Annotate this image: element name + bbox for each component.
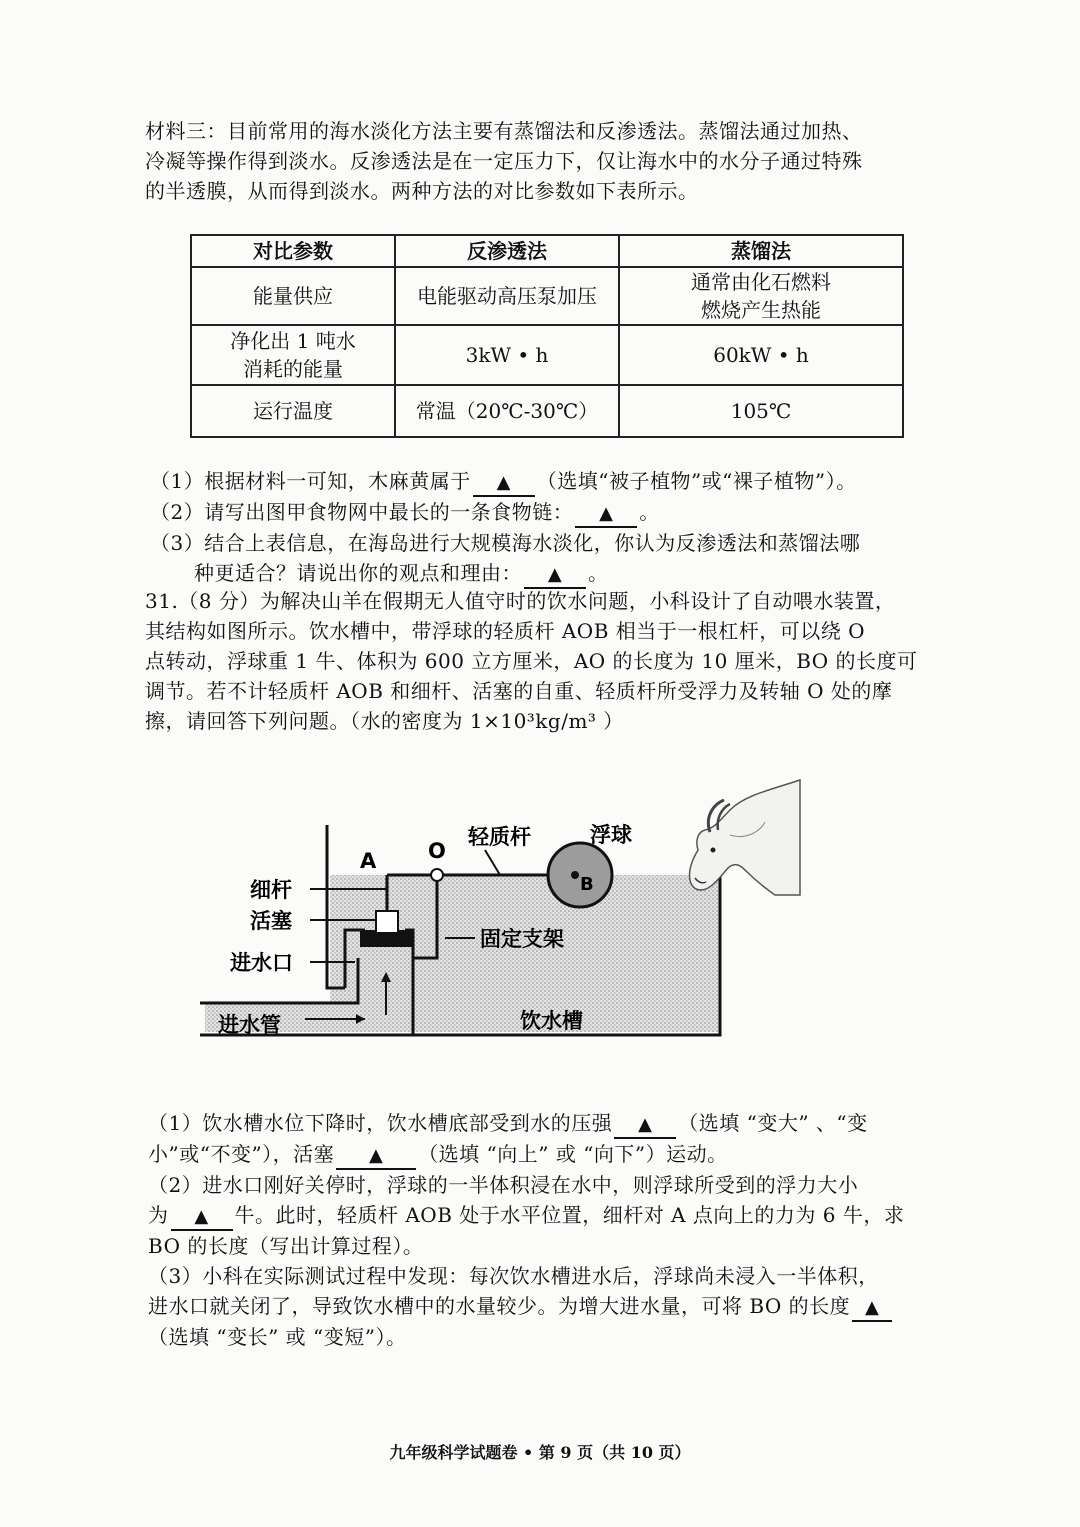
q30-part-3: （3）结合上表信息，在海岛进行大规模海水淡化，你认为反渗透法和蒸馏法哪 [150, 531, 861, 555]
header-param: 对比参数 [191, 235, 395, 267]
pivot-o [431, 869, 443, 881]
label-thin-rod: 细杆 [250, 878, 292, 902]
label-point-o: O [428, 839, 446, 863]
table-row [191, 267, 903, 325]
answer-blank[interactable]: ▲ [614, 1111, 676, 1139]
label-light-rod: 轻质杆 [468, 825, 531, 849]
table-cell: 60kW • h [619, 325, 903, 385]
q31-part-1-cont: 小”或“不变”），活塞 ▲ （选填 “向上” 或 “向下”）运动。 [148, 1139, 948, 1170]
piston-head [376, 911, 398, 933]
table-cell: 净化出 1 吨水 消耗的能量 [191, 325, 395, 385]
answer-blank[interactable]: ▲ [524, 561, 586, 589]
q31-line: 调节。若不计轻质杆 AOB 和细杆、活塞的自重、轻质杆所受浮力及转轴 O 处的摩 [145, 679, 893, 703]
table-cell: 电能驱动高压泵加压 [395, 267, 619, 325]
header-ro: 反渗透法 [395, 235, 619, 267]
label-bracket: 固定支架 [480, 927, 564, 951]
answer-blank[interactable]: ▲ [473, 469, 535, 497]
material-3-line-1: 材料三：目前常用的海水淡化方法主要有蒸馏法和反渗透法。蒸馏法通过加热、 [145, 119, 863, 143]
material-3-paragraph [145, 116, 945, 206]
table-row [191, 325, 903, 385]
answer-blank[interactable]: ▲ [852, 1294, 892, 1322]
label-inlet: 进水口 [230, 951, 293, 975]
label-point-a: A [360, 849, 377, 873]
question-30-parts [150, 466, 950, 589]
material-3-line-3: 的半透膜，从而得到淡水。两种方法的对比参数如下表所示。 [145, 179, 699, 203]
question-31-stem [145, 586, 945, 736]
label-trough: 饮水槽 [520, 1009, 583, 1033]
answer-blank[interactable]: ▲ [575, 500, 637, 528]
q31-part-3: （3）小科在实际测试过程中发现：每次饮水槽进水后，浮球尚未浸入一半体积， [148, 1264, 879, 1288]
table-cell: 通常由化石燃料 燃烧产生热能 [619, 267, 903, 325]
label-point-b: B [580, 874, 594, 895]
q31-line: 擦，请回答下列问题。（水的密度为 1×10³kg/m³ ） [145, 709, 624, 733]
q31-part-2-line3: BO 的长度（写出计算过程）。 [148, 1234, 424, 1258]
table-cell: 3kW • h [395, 325, 619, 385]
q31-line: 点转动，浮球重 1 牛、体积为 600 立方厘米，AO 的长度为 10 厘米，BO 的长度可 [145, 649, 918, 673]
leader-line [485, 850, 500, 875]
answer-blank[interactable]: ▲ [171, 1203, 233, 1231]
q30-part-1: （1）根据材料一可知，木麻黄属于 ▲ （选填“被子植物”或“裸子植物”）。 [150, 466, 950, 497]
point-b-dot [571, 871, 579, 879]
q30-part-3-cont: 种更适合？请说出你的观点和理由： ▲ 。 [150, 558, 950, 589]
comparison-table [190, 234, 904, 438]
question-31-parts [148, 1108, 948, 1352]
header-dist: 蒸馏法 [619, 235, 903, 267]
q31-part-2-cont: 为 ▲ 牛。此时，轻质杆 AOB 处于水平位置，细杆对 A 点向上的力为 6 牛，求 [148, 1200, 948, 1231]
material-3-line-2: 冷凝等操作得到淡水。反渗透法是在一定压力下，仅让海水中的水分子通过特殊 [145, 149, 863, 173]
table-row [191, 385, 903, 437]
q31-part-2: （2）进水口刚好关停时，浮球的一半体积浸在水中，则浮球所受到的浮力大小 [148, 1173, 859, 1197]
table-cell: 105℃ [619, 385, 903, 437]
q31-part-3-cont: 进水口就关闭了，导致饮水槽中的水量较少。为增大进水量，可将 BO 的长度 ▲ [148, 1291, 948, 1322]
table-cell: 运行温度 [191, 385, 395, 437]
answer-blank[interactable]: ▲ [336, 1142, 416, 1170]
q31-line: 31.（8 分）为解决山羊在假期无人值守时的饮水问题，小科设计了自动喂水装置， [145, 589, 896, 613]
table-header-row [191, 235, 903, 267]
label-float-ball: 浮球 [590, 823, 632, 847]
q31-part-3-line3: （选填 “变长” 或 “变短”）。 [148, 1325, 407, 1349]
q31-part-1: （1）饮水槽水位下降时，饮水槽底部受到水的压强 ▲ （选填 “变大” 、“变 [148, 1108, 948, 1139]
label-piston: 活塞 [250, 909, 292, 933]
label-inlet-pipe: 进水管 [218, 1013, 281, 1037]
q31-line: 其结构如图所示。饮水槽中，带浮球的轻质杆 AOB 相当于一根杠杆，可以绕 O [145, 619, 866, 643]
goat-illustration [689, 780, 800, 895]
q30-part-2: （2）请写出图甲食物网中最长的一条食物链： ▲ 。 [150, 497, 950, 528]
page-footer: 九年级科学试题卷 • 第 9 页（共 10 页） [389, 1443, 691, 1462]
table-cell: 能量供应 [191, 267, 395, 325]
table-cell: 常温（20℃-30℃） [395, 385, 619, 437]
auto-waterer-diagram [200, 770, 820, 1060]
